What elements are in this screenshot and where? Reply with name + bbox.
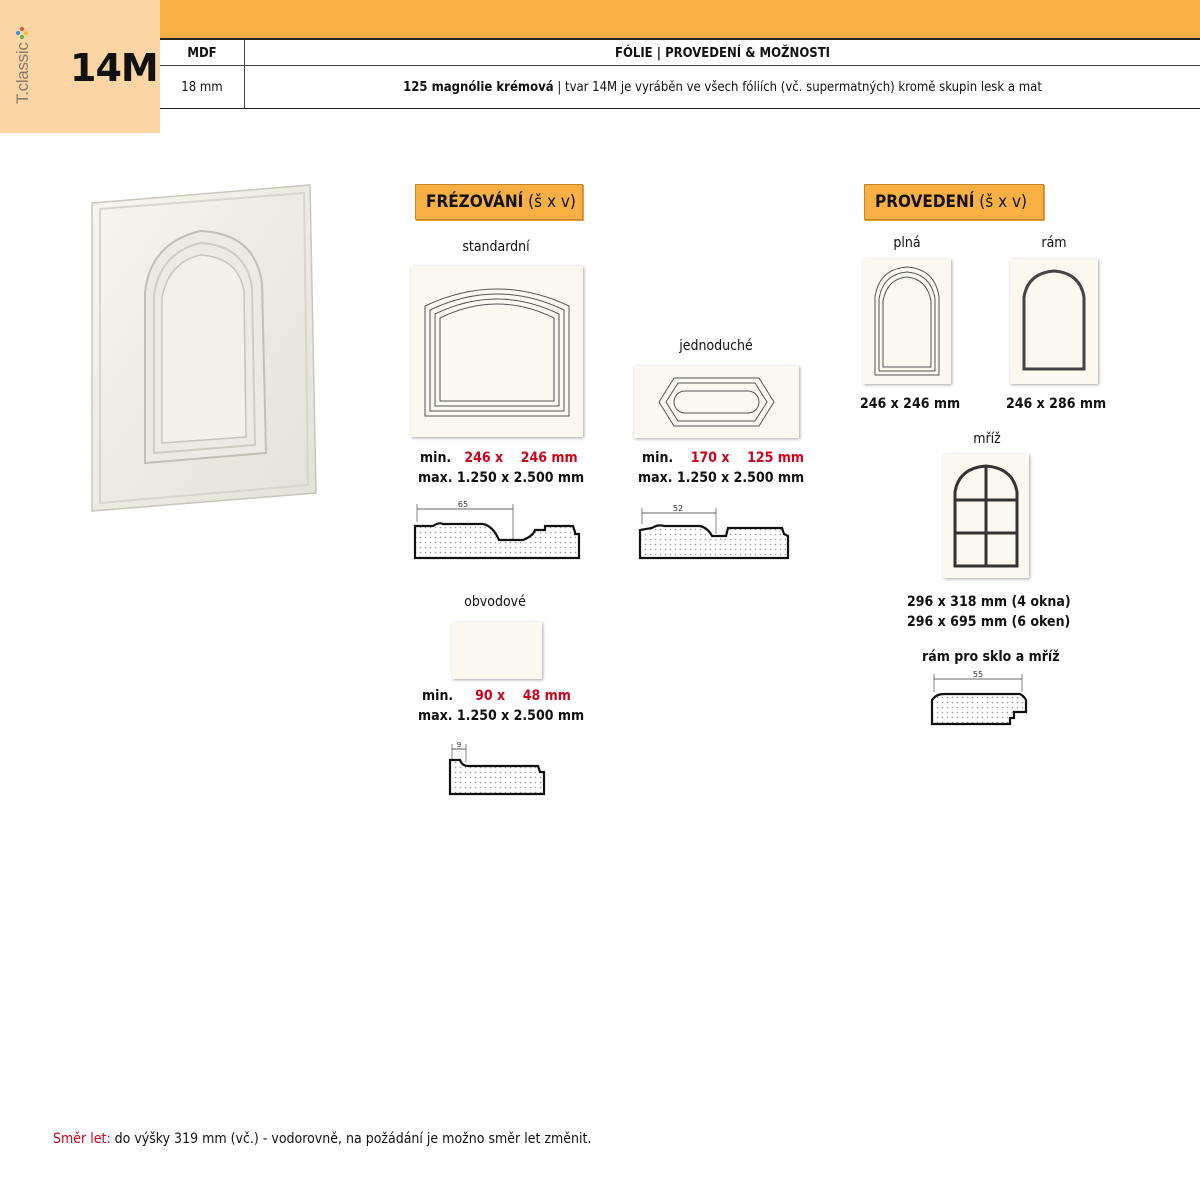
- simple-min-width: 170 x: [690, 450, 730, 466]
- door-photo: [90, 183, 318, 513]
- perimeter-profile-dim: 9: [456, 741, 462, 749]
- solid-dim: 246 x 246 mm: [860, 396, 961, 412]
- provedeni-tag-title: PROVEDENÍ: [875, 192, 975, 212]
- frame-label: rám: [1041, 235, 1067, 251]
- perimeter-panel: [452, 622, 542, 679]
- simple-profile-icon: [638, 502, 798, 562]
- header-bar: [160, 0, 1200, 40]
- frame-panel: [1010, 259, 1098, 384]
- spec-table: [160, 40, 1200, 109]
- standard-min-prefix: min.: [420, 450, 452, 466]
- standard-min: [420, 450, 578, 466]
- solid-panel-drawing: [863, 259, 951, 384]
- grain-direction-label: Směr let:: [53, 1131, 111, 1147]
- grid-panel-drawing: [943, 454, 1029, 578]
- material-header: MDF: [187, 46, 217, 61]
- simple-panel: [634, 366, 799, 438]
- glass-frame-profile-dim: 55: [972, 670, 984, 679]
- perimeter-profile-icon: [448, 740, 548, 798]
- thickness-value: 18 mm: [181, 80, 223, 95]
- perimeter-max: max. 1.250 x 2.500 mm: [418, 708, 585, 724]
- solid-panel: [863, 259, 951, 384]
- simple-profile-dim: 52: [672, 504, 684, 513]
- simple-min-prefix: min.: [642, 450, 674, 466]
- standard-milling-drawing: [411, 266, 583, 437]
- grid-dim-4: 296 x 318 mm (4 okna): [907, 594, 1071, 610]
- grid-dim-6: 296 x 695 mm (6 oken): [907, 614, 1071, 630]
- perimeter-min-width: 90 x: [475, 688, 506, 704]
- frezovani-tag: [415, 184, 583, 220]
- frame-dim: 246 x 286 mm: [1006, 396, 1107, 412]
- perimeter-label: obvodové: [464, 594, 526, 610]
- perimeter-min-prefix: min.: [422, 688, 454, 704]
- glass-frame-profile-icon: [930, 670, 1034, 728]
- grid-panel: [943, 454, 1029, 578]
- logo-box: [0, 0, 160, 133]
- simple-label: jednoduché: [679, 338, 753, 354]
- simple-max: max. 1.250 x 2.500 mm: [638, 470, 805, 486]
- frame-panel-drawing: [1010, 259, 1098, 384]
- frezovani-tag-unit: (š x v): [523, 192, 576, 212]
- spec-table-value-row: [160, 66, 1200, 109]
- provedeni-tag: [864, 184, 1044, 220]
- grain-direction-note: [53, 1131, 591, 1147]
- folie-note: | tvar 14M je vyráběn ve všech fóliích (vč. supermatných) kromě skupin lesk a mat: [553, 80, 1042, 95]
- provedeni-tag-unit: (š x v): [974, 192, 1028, 212]
- folie-header: FÓLIE | PROVEDENÍ & MOŽNOSTI: [614, 46, 831, 61]
- standard-max: max. 1.250 x 2.500 mm: [418, 470, 585, 486]
- frezovani-tag-title: FRÉZOVÁNÍ: [426, 192, 524, 212]
- standard-min-width: 246 x: [464, 450, 504, 466]
- glass-frame-label: rám pro sklo a mříž: [922, 649, 1060, 665]
- standard-panel: [411, 266, 583, 437]
- spec-table-header-row: [160, 40, 1200, 66]
- simple-min-height: 125 mm: [747, 450, 804, 466]
- perimeter-min: [422, 688, 571, 704]
- standard-profile-icon: [413, 500, 581, 562]
- perimeter-min-height: 48 mm: [522, 688, 571, 704]
- folie-description: [245, 80, 1200, 95]
- brand-name: T.classic: [13, 42, 32, 104]
- standard-profile-dim: 65: [457, 500, 469, 509]
- solid-label: plná: [893, 235, 921, 251]
- model-number: 14M: [70, 46, 158, 90]
- table-divider: [244, 40, 245, 109]
- standard-label: standardní: [462, 239, 530, 255]
- simple-min: [642, 450, 804, 466]
- folie-name: 125 magnólie krémová: [403, 80, 554, 95]
- brand-flower-icon: [15, 26, 29, 40]
- grain-direction-text: do výšky 319 mm (vč.) - vodorovně, na požádání je možno směr let změnit.: [110, 1131, 592, 1147]
- grid-label: mříž: [973, 431, 1001, 447]
- simple-milling-drawing: [634, 366, 799, 438]
- standard-min-height: 246 mm: [520, 450, 578, 466]
